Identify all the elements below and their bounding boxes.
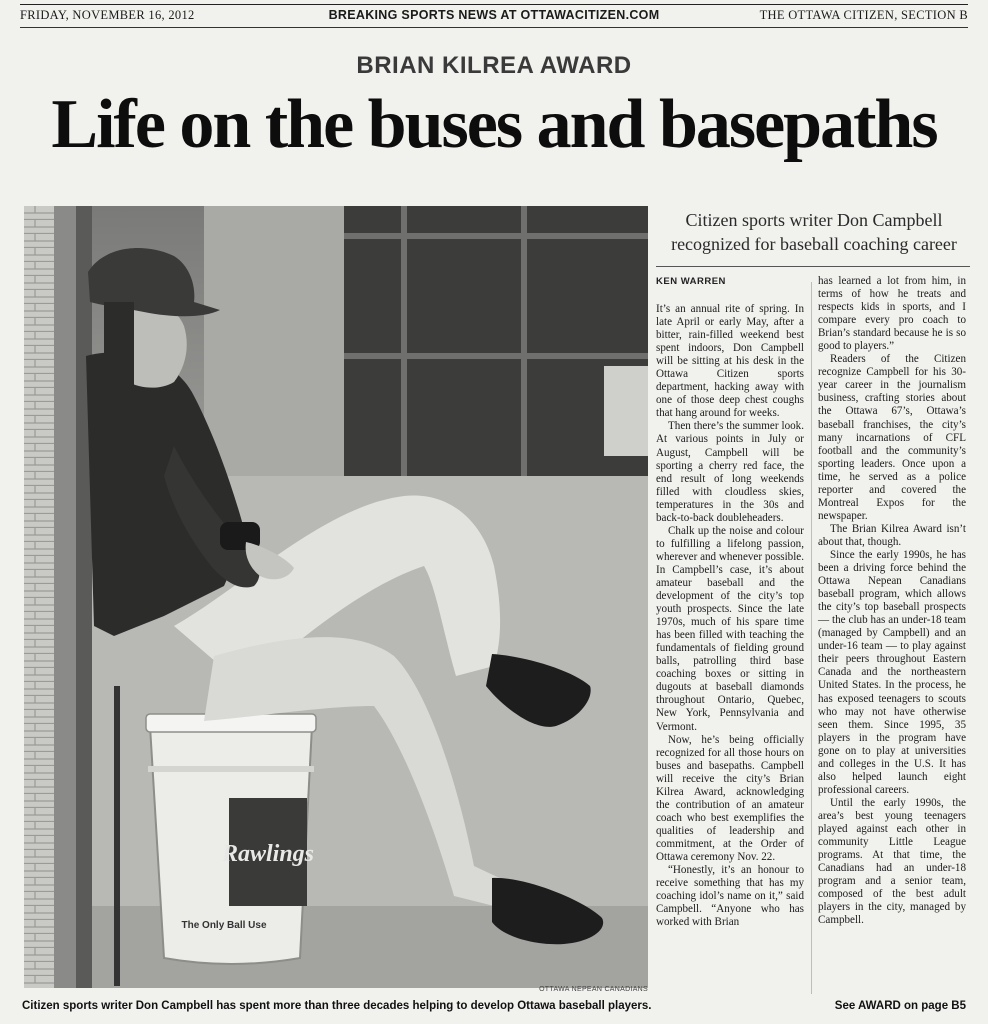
paragraph: Then there’s the summer look. At various points in July or August, Campbell will be sporting a cherry red face, the end result of long weekends filled with cloudless skies, temperatures in the 30s and back-to-back doubleheaders. <box>656 420 804 524</box>
folio-promo-link[interactable]: BREAKING SPORTS NEWS AT OTTAWACITIZEN.COM <box>328 8 660 22</box>
paragraph: The Brian Kilrea Award isn’t about that, though. <box>818 522 966 548</box>
article-column-2 <box>818 275 966 927</box>
paragraph: Until the early 1990s, the area’s best young teenagers played against each other in community Little League programs. At that time, the Canadians had an under-18 program and a senior team, composed of the best adult players in the city, managed by Campbell. <box>818 796 966 927</box>
folio-rule <box>20 27 968 28</box>
paragraph: It’s an annual rite of spring. In late April or early May, after a bitter, rain-filled weekend best spent indoors, Don Campbell will be sitting at his desk in the Ottawa Citizen sports department, hacking away with one of those deep chest coughs that hang around for weeks. <box>656 303 804 420</box>
article-column-1 <box>656 303 804 929</box>
folio-date: FRIDAY, NOVEMBER 16, 2012 <box>20 8 195 22</box>
kicker: BRIAN KILREA AWARD <box>356 52 632 79</box>
headline: Life on the buses and basepaths <box>51 86 937 163</box>
folio-bar <box>0 8 988 26</box>
paragraph: “Honestly, it’s an honour to receive something that has my coaching idol’s name on it,” said Campbell. “Anyone who has worked with Brian <box>656 864 804 929</box>
paragraph: Since the early 1990s, he has been a driving force behind the Ottawa Nepean Canadians baseball program, which allows the city’s top baseball prospects — the club has an under-18 team (managed by Campbell) and an under-16 team — to play against their peers throughout Eastern Canada and the northeastern United States. In the process, he has exposed teenagers to scouts who may not have otherwise seen them. Since 1995, 35 players in the program have gone on to play at universities and colleges in the U.S. It has also helped launch eight professional careers. <box>818 548 966 796</box>
paragraph: Now, he’s being officially recognized for all those hours on buses and basepaths. Campbell will receive the city’s Brian Kilrea Award, acknowledging the contribution of an amateur coach who best exemplifies the qualities of leadership and commitment, at the Order of Ottawa ceremony Nov. 22. <box>656 733 804 863</box>
deck-line-1: Citizen sports writer Don Campbell <box>685 210 943 230</box>
photo <box>24 206 648 988</box>
photo-caption: Citizen sports writer Don Campbell has spent more than three decades helping to develop Ottawa baseball players. <box>22 1000 652 1012</box>
photo-illustration <box>24 206 648 988</box>
folio-section: THE OTTAWA CITIZEN, SECTION B <box>759 8 968 22</box>
photo-credit: OTTAWA NEPEAN CANADIANS <box>539 986 648 993</box>
bucket-text: The Only Ball Use <box>181 920 267 931</box>
deck-line-2: recognized for baseball coaching career <box>671 234 957 254</box>
jump-link[interactable]: See AWARD on page B5 <box>834 1000 966 1012</box>
paragraph: Readers of the Citizen recognize Campbell for his 30-year career in the journalism business, crafting stories about the Ottawa 67’s, Ottawa’s baseball franchises, the city’s many incarnations of CFL football and the community’s sporting leaders. Once upon a time, he served as a police reporter and covered the Montreal Expos for the newspaper. <box>818 353 966 522</box>
column-rule <box>811 282 812 994</box>
top-rule <box>20 4 968 5</box>
bucket-logo: Rawlings <box>221 841 315 867</box>
deck <box>658 208 970 256</box>
deck-rule <box>656 266 970 267</box>
byline: KEN WARREN <box>656 276 726 287</box>
paragraph: Chalk up the noise and colour to fulfilling a lifelong passion, wherever and whenever possible. In Campbell’s case, it’s about amateur baseball and the development of the city’s top youth prospects. Since the late 1970s, much of his spare time has been filled with teaching the fundamentals of fielding ground balls, patrolling third base coaching boxes or sitting in dugouts at baseball diamonds throughout Ontario, Quebec, New York, Pennsylvania and Vermont. <box>656 524 804 733</box>
paragraph: has learned a lot from him, in terms of how he treats and respects kids in sports, and I compare every pro coach to Brian’s standard because he is so good to players.” <box>818 275 966 353</box>
